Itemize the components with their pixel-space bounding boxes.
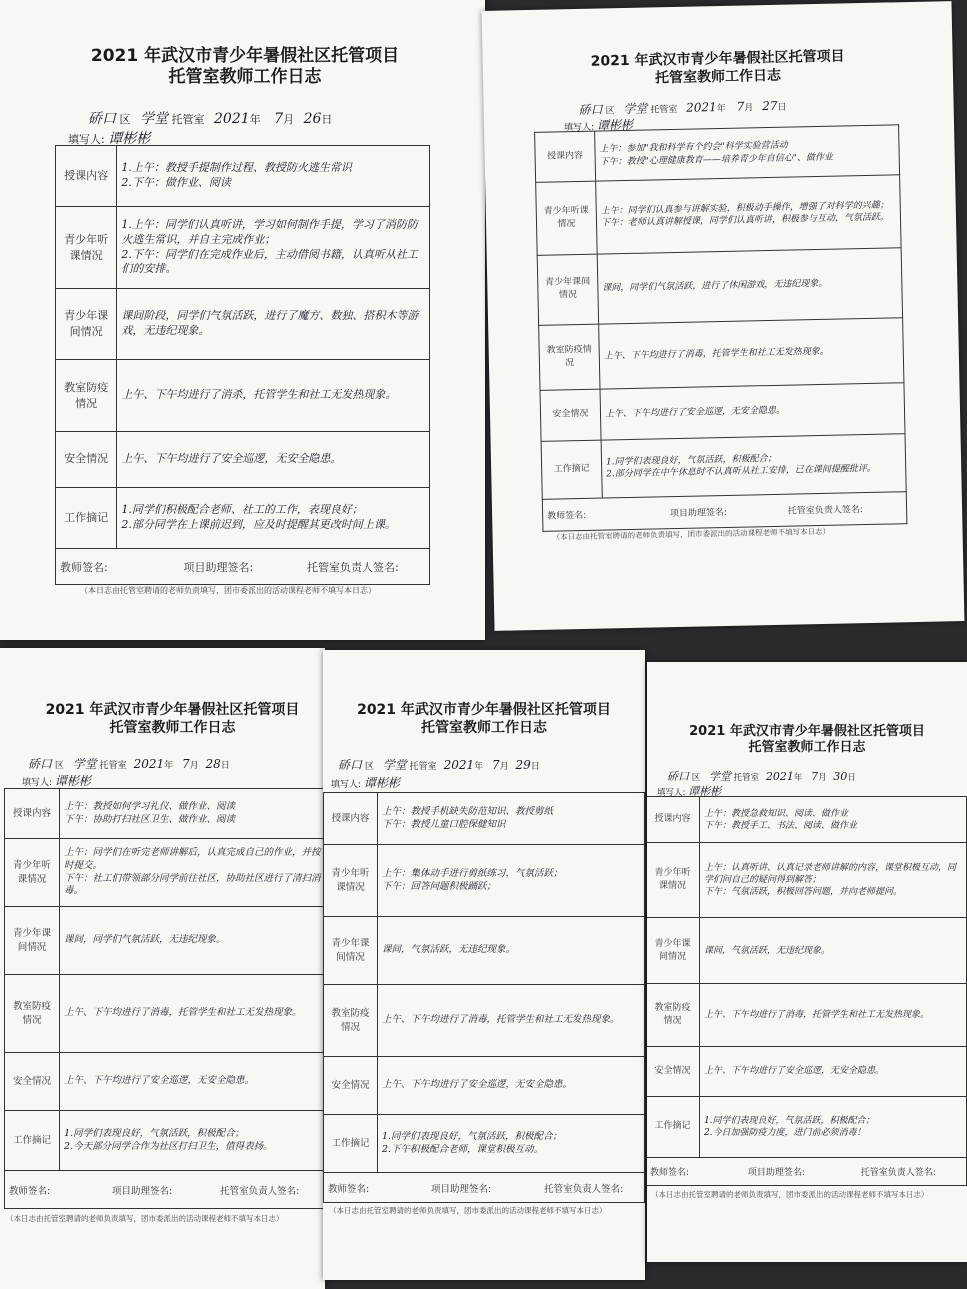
label-teaching: 授课内容	[5, 789, 60, 839]
month-value: 7	[182, 757, 190, 771]
teacher-sign-label: 教师签名:	[328, 1183, 370, 1195]
year-label: 年	[716, 103, 726, 115]
filler-value: 谭彬彬	[596, 117, 634, 133]
value-breaks: 课间，同学们气氛活跃，无违纪现象。	[60, 907, 325, 975]
district-value: 硚口	[28, 757, 53, 771]
room-value: 学堂	[382, 758, 407, 772]
day-label: 日	[777, 102, 787, 113]
month-value: 7	[736, 99, 745, 114]
day-value: 28	[205, 757, 221, 771]
value-notes: 1.同学们表现良好，气氛活跃，积极配合； 2.部分同学在中午休息时不认真听从社工安排，已在课间提醒批评。	[601, 433, 906, 498]
year-value: 2021	[133, 757, 165, 771]
sheet-meta	[88, 108, 332, 128]
log-table	[55, 145, 430, 585]
label-breaks: 青少年课间情况	[537, 254, 598, 326]
label-breaks: 青少年课间情况	[56, 288, 117, 359]
year-value: 2021	[686, 100, 717, 115]
signature-row	[647, 1157, 967, 1185]
label-epidemic: 教室防疫情况	[539, 324, 600, 391]
value-notes: 1.同学们表现良好，气氛活跃，积极配合； 2.今日加强防疫力度，进门前必须消毒！	[699, 1097, 966, 1157]
value-listening: 上午：集体动手进行剪纸练习，气氛活跃； 下午：回答问题积极踊跃；	[377, 845, 644, 917]
month-label: 月	[744, 103, 754, 114]
district-value: 硚口	[667, 770, 689, 783]
month-value: 7	[811, 770, 819, 783]
log-sheet-0730	[647, 662, 967, 1262]
year-value: 2021	[765, 770, 794, 783]
year-value: 2021	[443, 758, 475, 772]
title-line-1: 2021 年武汉市青少年暑假社区托管项目	[689, 724, 925, 739]
value-listening: 1.上午：同学们认真听讲，学习如何制作手提，学习了消防防火逃生常识，并自主完成作业； 2.下午：同学们在完成作业后，主动借阅书籍，认真听从社工们的安排。	[117, 207, 430, 289]
label-teaching: 授课内容	[647, 797, 699, 843]
value-breaks: 课间，同学们气氛活跃，进行了休闲游戏，无违纪现象。	[597, 247, 902, 324]
assistant-sign-label: 项目助理签名:	[747, 1167, 805, 1178]
footnote: （本日志由托管室聘请的老师负责填写，团市委派出的活动课程老师不填写本日志）	[6, 1214, 284, 1223]
day-label: 日	[847, 773, 856, 783]
label-listening: 青少年听课情况	[536, 181, 597, 255]
title-line-1: 2021 年武汉市青少年暑假社区托管项目	[357, 702, 611, 718]
label-epidemic: 教室防疫情况	[56, 360, 117, 431]
month-label: 月	[283, 113, 295, 126]
value-safety: 上午、下午均进行了安全巡逻，无安全隐患。	[60, 1053, 325, 1111]
label-breaks: 青少年课间情况	[647, 917, 699, 984]
label-safety: 安全情况	[5, 1053, 60, 1111]
teacher-sign-label: 教师签名:	[650, 1167, 690, 1178]
room-suffix: 托管室	[650, 104, 678, 116]
log-sheet-0726	[0, 0, 485, 640]
teacher-sign-label: 教师签名:	[9, 1185, 51, 1197]
value-breaks: 课间，气氛活跃，无违纪现象。	[699, 917, 966, 984]
director-sign-label: 托管室负责人签名:	[544, 1183, 624, 1195]
label-notes: 工作摘记	[324, 1115, 378, 1173]
label-teaching: 授课内容	[535, 131, 596, 182]
value-safety: 上午、下午均进行了安全巡逻，无安全隐患。	[377, 1057, 644, 1115]
room-suffix: 托管室	[99, 761, 127, 771]
title-line-1: 2021 年武汉市青少年暑假社区托管项目	[90, 46, 400, 66]
year-value: 2021	[214, 111, 250, 127]
value-safety: 上午、下午均进行了安全巡逻，无安全隐患。	[699, 1046, 966, 1096]
footnote: （本日志由托管室聘请的老师负责填写，团市委派出的活动课程老师不填写本日志）	[651, 1190, 929, 1199]
label-safety: 安全情况	[540, 389, 601, 440]
value-notes: 1.同学们表现良好，气氛活跃，积极配合； 2.下午积极配合老师，课堂积极互动。	[377, 1115, 644, 1173]
label-notes: 工作摘记	[647, 1097, 699, 1157]
district-suffix: 区	[691, 773, 701, 783]
value-teaching: 上午：教授如何学习礼仪、做作业、阅读 下午：协助打扫社区卫生、做作业、阅读	[60, 789, 325, 839]
value-safety: 上午、下午均进行了安全巡逻，无安全隐患。	[600, 383, 905, 440]
sheet-meta	[578, 97, 786, 118]
signature-row	[324, 1173, 645, 1203]
district-value: 硚口	[338, 758, 363, 772]
label-teaching: 授课内容	[56, 146, 117, 207]
filler-value: 谭彬彬	[688, 785, 722, 798]
director-sign-label: 托管室负责人签名:	[307, 560, 399, 574]
label-notes: 工作摘记	[541, 440, 602, 500]
assistant-sign-label: 项目助理签名:	[431, 1183, 492, 1195]
day-value: 27	[761, 98, 778, 114]
value-teaching: 上午：参加"我和科学有个约会"科学实验营活动 下午：教授"心理健康教育——培养青少年自信心"、做作业	[595, 125, 900, 182]
value-epidemic: 上午、下午均进行了消毒，托管学生和社工无发热现象。	[60, 975, 325, 1053]
room-value: 学堂	[708, 770, 731, 783]
label-notes: 工作摘记	[56, 487, 117, 548]
sheet-title	[532, 47, 903, 90]
title-line-1: 2021 年武汉市青少年暑假社区托管项目	[45, 702, 300, 718]
value-epidemic: 上午、下午均进行了消毒，托管学生和社工无发热现象。	[699, 984, 966, 1046]
log-table	[4, 788, 325, 1209]
teacher-sign-label: 教师签名:	[547, 510, 587, 522]
label-safety: 安全情况	[56, 431, 117, 487]
filler-value: 谭彬彬	[363, 776, 400, 790]
director-sign-label: 托管室负责人签名:	[787, 505, 863, 517]
filler-label: 填写人:	[22, 778, 53, 788]
day-value: 29	[515, 758, 531, 772]
day-label: 日	[220, 761, 230, 771]
month-label: 月	[499, 762, 509, 772]
label-epidemic: 教室防疫情况	[5, 975, 60, 1053]
room-value: 学堂	[140, 111, 168, 127]
value-listening: 上午：同学们在听完老师讲解后，认真完成自己的作业，并按时提交。 下午：社工们带领部分同学前往社区，协助社区进行了清扫消毒。	[60, 839, 325, 907]
assistant-sign-label: 项目助理签名:	[112, 1185, 173, 1197]
log-sheet-0729	[323, 650, 645, 1280]
teacher-sign-label: 教师签名:	[60, 560, 108, 574]
day-value: 30	[833, 770, 848, 783]
room-suffix: 托管室	[171, 113, 205, 126]
label-safety: 安全情况	[647, 1046, 699, 1096]
filler-line	[331, 774, 400, 791]
year-label: 年	[793, 773, 803, 783]
filler-label: 填写人:	[657, 788, 686, 798]
district-suffix: 区	[605, 106, 615, 117]
signature-row	[56, 549, 430, 585]
filler-label: 填写人:	[563, 122, 595, 134]
district-suffix: 区	[364, 762, 374, 772]
value-notes: 1.同学们表现良好，气氛活跃，积极配合； 2.今天部分同学合作为社区打扫卫生，值得表扬。	[60, 1111, 325, 1171]
label-notes: 工作摘记	[5, 1111, 60, 1171]
log-sheet-0728	[0, 648, 325, 1289]
month-value: 7	[274, 111, 284, 127]
room-value: 学堂	[72, 757, 97, 771]
day-value: 26	[303, 111, 322, 127]
log-table	[323, 792, 645, 1203]
district-value: 硚口	[578, 102, 603, 117]
label-teaching: 授课内容	[324, 793, 378, 845]
director-sign-label: 托管室负责人签名:	[220, 1185, 300, 1197]
assistant-sign-label: 项目助理签名:	[183, 560, 254, 574]
room-suffix: 托管室	[409, 762, 437, 772]
title-line-2: 托管室教师工作日志	[109, 719, 236, 736]
value-safety: 上午、下午均进行了安全巡逻，无安全隐患。	[117, 431, 430, 487]
sheet-meta	[28, 755, 230, 772]
label-listening: 青少年听课情况	[5, 839, 60, 907]
sheet-title	[328, 702, 640, 737]
value-teaching: 上午：教授急救知识、阅读、做作业 下午：教授手工、书法、阅读、做作业	[699, 797, 966, 843]
year-label: 年	[249, 113, 261, 126]
footnote: （本日志由托管室聘请的老师负责填写，团市委派出的活动课程老师不填写本日志）	[552, 526, 831, 542]
title-line-2: 托管室教师工作日志	[421, 719, 547, 736]
filler-label: 填写人:	[68, 133, 105, 146]
filler-line	[22, 772, 91, 789]
label-epidemic: 教室防疫情况	[324, 985, 378, 1057]
label-safety: 安全情况	[324, 1057, 378, 1115]
sheet-meta	[667, 768, 856, 784]
day-label: 日	[321, 113, 333, 126]
sheet-title	[652, 724, 962, 757]
value-epidemic: 上午、下午均进行了消毒，托管学生和社工无发热现象。	[377, 985, 644, 1057]
value-listening: 上午：认真听讲、认真记录老师讲解的内容，课堂积极互动，同学们问自己的疑问得到解答； 下午：气氛活跃，积极回答问题，并向老师提问。	[699, 843, 966, 918]
year-label: 年	[474, 762, 484, 772]
district-suffix: 区	[54, 761, 64, 771]
label-breaks: 青少年课间情况	[5, 907, 60, 975]
label-listening: 青少年听课情况	[647, 843, 699, 918]
year-label: 年	[164, 761, 174, 771]
label-listening: 青少年听课情况	[324, 845, 378, 917]
month-label: 月	[818, 773, 827, 783]
title-line-2: 托管室教师工作日志	[168, 67, 322, 88]
value-breaks: 课间阶段，同学们气氛活跃，进行了魔方、数独、搭积木等游戏，无违纪现象。	[117, 288, 430, 359]
value-teaching: 上午：教授手机缺失防范知识、教授剪纸 下午：教授儿童口腔保健知识	[377, 793, 644, 845]
district-value: 硚口	[88, 111, 116, 127]
filler-value: 谭彬彬	[108, 131, 151, 147]
value-notes: 1.同学们积极配合老师、社工的工作，表现良好； 2.部分同学在上课前迟到，应及时提醒其更改时间上课。	[117, 487, 430, 548]
footnote: （本日志由托管室聘请的老师负责填写，团市委派出的活动课程老师不填写本日志）	[329, 1206, 607, 1215]
value-teaching: 1.上午：教授手提制作过程、教授防火逃生常识 2.下午：做作业、阅读	[117, 146, 430, 207]
signature-row	[5, 1171, 326, 1209]
month-value: 7	[492, 758, 500, 772]
value-epidemic: 上午、下午均进行了消杀，托管学生和社工无发热现象。	[117, 360, 430, 431]
value-epidemic: 上午、下午均进行了消毒，托管学生和社工无发热现象。	[599, 318, 904, 390]
sheet-title	[20, 702, 325, 737]
label-epidemic: 教室防疫情况	[647, 984, 699, 1046]
value-listening: 上午：同学们认真参与讲解实验，积极动手操作，增强了对科学的兴趣； 下午：老师认真讲解授课，同学们认真听讲，积极参与互动，气氛活跃。	[596, 175, 901, 254]
month-label: 月	[189, 761, 199, 771]
label-listening: 青少年听课情况	[56, 207, 117, 289]
title-line-2: 托管室教师工作日志	[654, 67, 782, 86]
district-suffix: 区	[119, 113, 131, 126]
room-value: 学堂	[623, 101, 648, 117]
value-breaks: 课间，气氛活跃，无违纪现象。	[377, 917, 644, 985]
log-table	[534, 124, 907, 532]
title-line-2: 托管室教师工作日志	[748, 740, 866, 756]
filler-label: 填写人:	[331, 780, 362, 790]
room-suffix: 托管室	[733, 773, 760, 783]
filler-value: 谭彬彬	[54, 774, 91, 788]
label-breaks: 青少年课间情况	[324, 917, 378, 985]
sheet-meta	[338, 756, 540, 773]
title-line-1: 2021 年武汉市青少年暑假社区托管项目	[590, 48, 845, 70]
log-table	[647, 796, 967, 1186]
sheet-title	[55, 46, 435, 89]
log-sheet-0727	[482, 1, 965, 631]
director-sign-label: 托管室负责人签名:	[860, 1167, 936, 1178]
assistant-sign-label: 项目助理签名:	[669, 507, 728, 520]
footnote: （本日志由托管室聘请的老师负责填写，团市委派出的活动课程老师不填写本日志）	[80, 586, 376, 595]
day-label: 日	[530, 762, 540, 772]
